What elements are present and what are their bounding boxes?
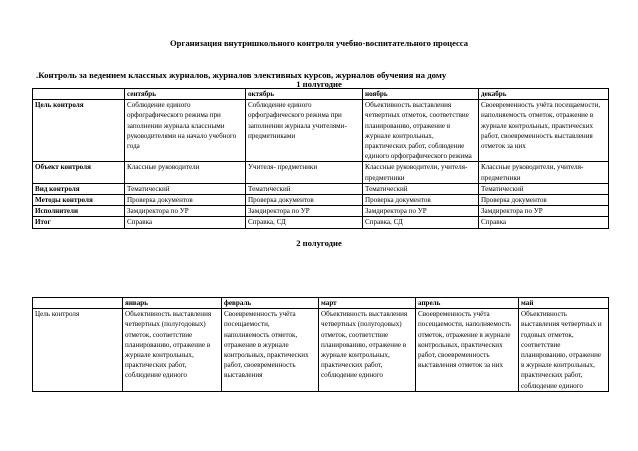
table-cell: Тематический [479,183,609,194]
table-cell: Объективность выставления четвертных и годовых отметок, соответствие планированию, отражение в журнале контрольных, практических работ, соблюдение единого [519,309,609,392]
row-label: Вид контроля [33,183,125,194]
table-cell: Замдиректора по УР [363,206,479,217]
month-header: март [319,298,416,309]
row-label: Объект контроля [33,162,125,183]
table-row [33,162,609,183]
table-cell: Учителя- предметники [246,162,363,183]
table-cell: Своевременность учёта посещаемости, наполняемость отметок, отражение в журнале контрольных, практических работ, своевременность выставления [222,309,319,392]
month-header: ноябрь [363,89,479,100]
row-label: Цель контроля [33,309,123,392]
corner-cell [33,298,123,309]
table-row [33,206,609,217]
table-cell: Проверка документов [246,195,363,206]
table-row [33,183,609,194]
month-header: январь [123,298,222,309]
table-header-row [33,89,609,100]
page-title: Организация внутришкольного контроля учебно-воспитательного процесса [169,38,469,48]
table-row [33,217,609,228]
table-cell: Классные руководители [125,162,246,183]
corner-cell [33,89,125,100]
month-header: октябрь [246,89,363,100]
row-label: Исполнители [33,206,125,217]
table-header-row [33,298,609,309]
table-cell: Объективность выставления четвертных (полугодовых) отметок, соответствие планированию, отражение в журнале контрольных, практических работ, соблюдение единого [319,309,416,392]
first-half-table [32,88,609,229]
half-year-1-label: 1 полугодие [296,79,342,89]
table-cell: Справка, СД [363,217,479,228]
row-label: Цель контроля [33,100,125,162]
table-cell: Объективность выставления четвертных (полугодовых) отметок, соответствие планированию, отражение в журнале контрольных, практических работ, соблюдение единого [123,309,222,392]
section-subtitle: .Контроль за ведением классных журналов, журналов элективных курсов, журналов обучения на дому [36,70,447,80]
table-cell: Классные руководители, учителя- предметники [363,162,479,183]
month-header: апрель [416,298,519,309]
table-cell: Проверка документов [479,195,609,206]
month-header: февраль [222,298,319,309]
month-header: май [519,298,609,309]
row-label: Итог [33,217,125,228]
table-cell: Объективность выставления четвертных отметок, соответствие планированию, отражение в журнале контрольных, практических работ, соблюдение единого орфографического режима [363,100,479,162]
table-cell: Своевременность учёта посещаемости, наполняемость отметок, отражение в журнале контрольных, практических работ, своевременность выставления отметок за них [479,100,609,162]
table-cell: Соблюдение единого орфографического режима при заполнении журнала учителями- предметниками [246,100,363,162]
table-cell: Проверка документов [363,195,479,206]
table-cell: Справка [479,217,609,228]
table-row [33,309,609,392]
table-row [33,100,609,162]
table-cell: Классные руководители, учителя- предметники [479,162,609,183]
table-cell: Соблюдение единого орфографического режима при заполнении журнала классными руководителями на начало учебного года [125,100,246,162]
month-header: декабрь [479,89,609,100]
table-row [33,195,609,206]
month-header: сентябрь [125,89,246,100]
table-cell: Проверка документов [125,195,246,206]
table-cell: Тематический [246,183,363,194]
table-cell: Тематический [125,183,246,194]
second-half-table [32,297,609,392]
table-cell: Замдиректора по УР [125,206,246,217]
row-label: Методы контроля [33,195,125,206]
table-cell: Справка [125,217,246,228]
half-year-2-label: 2 полугодие [296,238,342,248]
table-cell: Замдиректора по УР [246,206,363,217]
table-cell: Тематический [363,183,479,194]
table-cell: Замдиректора по УР [479,206,609,217]
table-cell: Своевременность учёта посещаемости, наполняемость отметок, отражение в журнале контрольных, практических работ, своевременность выставления отметок за них [416,309,519,392]
table-cell: Справка, СД [246,217,363,228]
